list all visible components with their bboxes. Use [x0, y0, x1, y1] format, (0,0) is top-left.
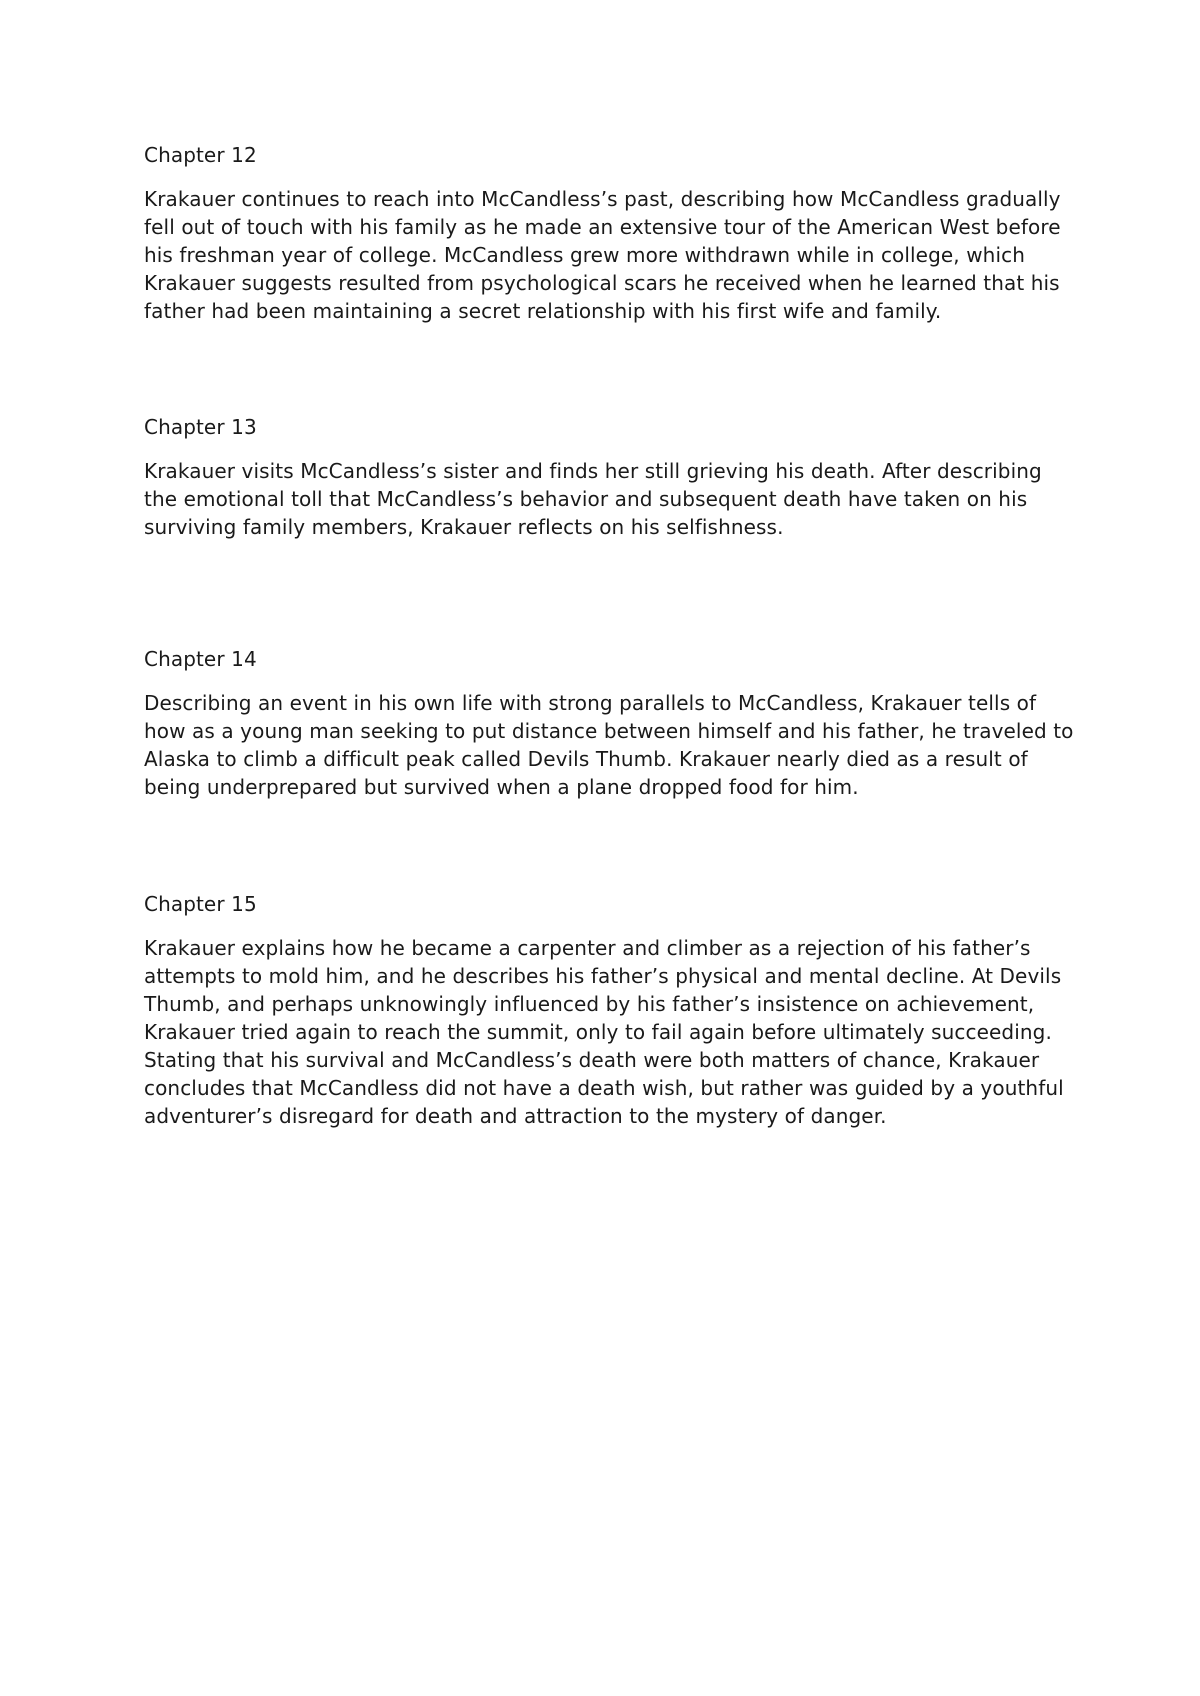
chapter-heading: Chapter 12: [144, 143, 257, 167]
chapter-13-section: [144, 414, 1074, 541]
chapter-14-section: [144, 646, 1074, 801]
chapter-summary: Krakauer visits McCandless’s sister and finds her still grieving his death. After describing the emotional toll that McCandless’s behavior and subsequent death have taken on his surviving family members, Krakauer reflects on his selfishness.: [144, 459, 1042, 539]
chapter-summary: Krakauer continues to reach into McCandless’s past, describing how McCandless gradually fell out of touch with his family as he made an extensive tour of the American West before his freshman year of college. McCandless grew more withdrawn while in college, which Krakauer suggests resulted from psychological scars he received when he learned that his father had been maintaining a secret relationship with his first wife and family.: [144, 187, 1061, 323]
chapter-summary: Describing an event in his own life with strong parallels to McCandless, Krakauer tells of how as a young man seeking to put distance between himself and his father, he traveled to Alaska to climb a difficult peak called Devils Thumb. Krakauer nearly died as a result of being underprepared but survived when a plane dropped food for him.: [144, 691, 1074, 799]
chapter-15-section: [144, 891, 1074, 1130]
chapter-summary: Krakauer explains how he became a carpenter and climber as a rejection of his father’s attempts to mold him, and he describes his father’s physical and mental decline. At Devils Thumb, and perhaps unknowingly influenced by his father’s insistence on achievement, Krakauer tried again to reach the summit, only to fail again before ultimately succeeding. Stating that his survival and McCandless’s death were both matters of chance, Krakauer concludes that McCandless did not have a death wish, but rather was guided by a youthful adventurer’s disregard for death and attraction to the mystery of danger.: [144, 936, 1064, 1128]
chapter-heading: Chapter 15: [144, 892, 257, 916]
chapter-heading: Chapter 14: [144, 647, 257, 671]
chapter-12-section: [144, 142, 1074, 325]
chapter-heading: Chapter 13: [144, 415, 257, 439]
